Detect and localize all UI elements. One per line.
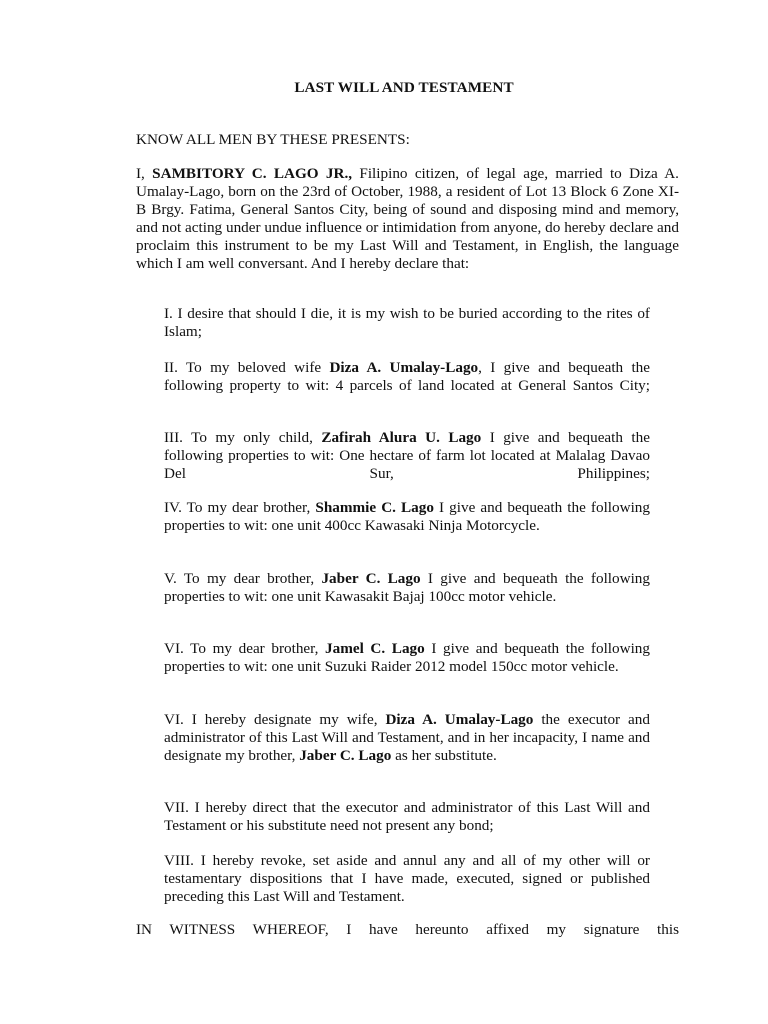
beneficiary-name: Jamel C. Lago bbox=[325, 640, 425, 657]
declaration-pre: I, bbox=[136, 165, 153, 182]
provision-item-3 bbox=[164, 429, 650, 483]
provision-text: I give and bequeath the following properties to wit: one unit Kawasakit Bajaj 100cc motor vehicle. bbox=[164, 570, 650, 605]
testator-name: SAMBITORY C. LAGO JR., bbox=[152, 165, 353, 182]
document-title: LAST WILL AND TESTAMENT bbox=[294, 79, 514, 96]
declaration-paragraph bbox=[136, 165, 679, 273]
provision-text: VI. I hereby designate my wife, bbox=[164, 711, 386, 728]
provision-item-6 bbox=[164, 640, 650, 676]
provision-text: , I give and bequeath the following property to wit: 4 parcels of land located at General Santos City; bbox=[164, 359, 650, 394]
provision-item-7 bbox=[164, 711, 650, 765]
provision-text: VIII. I hereby revoke, set aside and annul any and all of my other will or testamentary dispositions that I have made, executed, signed or published preceding this Last Will and Testament. bbox=[164, 852, 650, 905]
substitute-name: Jaber C. Lago bbox=[299, 747, 392, 764]
provision-text: the executor and administrator of this Last Will and Testament, and in her incapacity, I name and designate my brother, bbox=[164, 711, 650, 764]
provision-text: I. I desire that should I die, it is my wish to be buried according to the rites of Islam; bbox=[164, 305, 650, 340]
executor-name: Diza A. Umalay-Lago bbox=[385, 711, 534, 728]
provision-text: VI. To my dear brother, bbox=[164, 640, 326, 657]
beneficiary-name: Diza A. Umalay-Lago bbox=[329, 359, 479, 376]
provision-text: as her substitute. bbox=[391, 747, 497, 764]
provision-item-2 bbox=[164, 359, 650, 395]
provision-text: I give and bequeath the following properties to wit: one unit Suzuki Raider 2012 model 150cc motor vehicle. bbox=[164, 640, 650, 675]
provision-text: I give and bequeath the following properties to wit: One hectare of farm lot located at Malalag Davao Del Sur, Philippines; bbox=[164, 429, 650, 482]
provision-item-4 bbox=[164, 499, 650, 535]
provision-text: IV. To my dear brother, bbox=[164, 499, 316, 516]
provision-text: VII. I hereby direct that the executor and administrator of this Last Will and Testament or his substitute need not present any bond; bbox=[164, 799, 650, 834]
beneficiary-name: Shammie C. Lago bbox=[315, 499, 434, 516]
provision-item-9 bbox=[164, 852, 650, 906]
provision-text: II. To my beloved wife bbox=[164, 359, 330, 376]
beneficiary-name: Jaber C. Lago bbox=[321, 570, 421, 587]
provision-text: V. To my dear brother, bbox=[164, 570, 322, 587]
provision-item-8 bbox=[164, 799, 650, 835]
declaration-body: Filipino citizen, of legal age, married to Diza A. Umalay-Lago, born on the 23rd of October, 1988, a resident of Lot 13 Block 6 Zone XI-B Brgy. Fatima, General Santos City, being of sound and disposing mind and memory, and not acting under undue influence or intimidation from anyone, do hereby declare and proclaim this instrument to be my Last Will and Testament, in English, the language which I am well conversant. And I hereby declare that: bbox=[136, 165, 679, 272]
provision-text: III. To my only child, bbox=[164, 429, 322, 446]
provision-text: I give and bequeath the following properties to wit: one unit 400cc Kawasaki Ninja Motorcycle. bbox=[164, 499, 650, 534]
intro-line: KNOW ALL MEN BY THESE PRESENTS: bbox=[136, 131, 410, 148]
beneficiary-name: Zafirah Alura U. Lago bbox=[321, 429, 482, 446]
witness-clause: IN WITNESS WHEREOF, I have hereunto affixed my signature this bbox=[136, 921, 679, 938]
provision-item-1 bbox=[164, 305, 650, 341]
provision-item-5 bbox=[164, 570, 650, 606]
